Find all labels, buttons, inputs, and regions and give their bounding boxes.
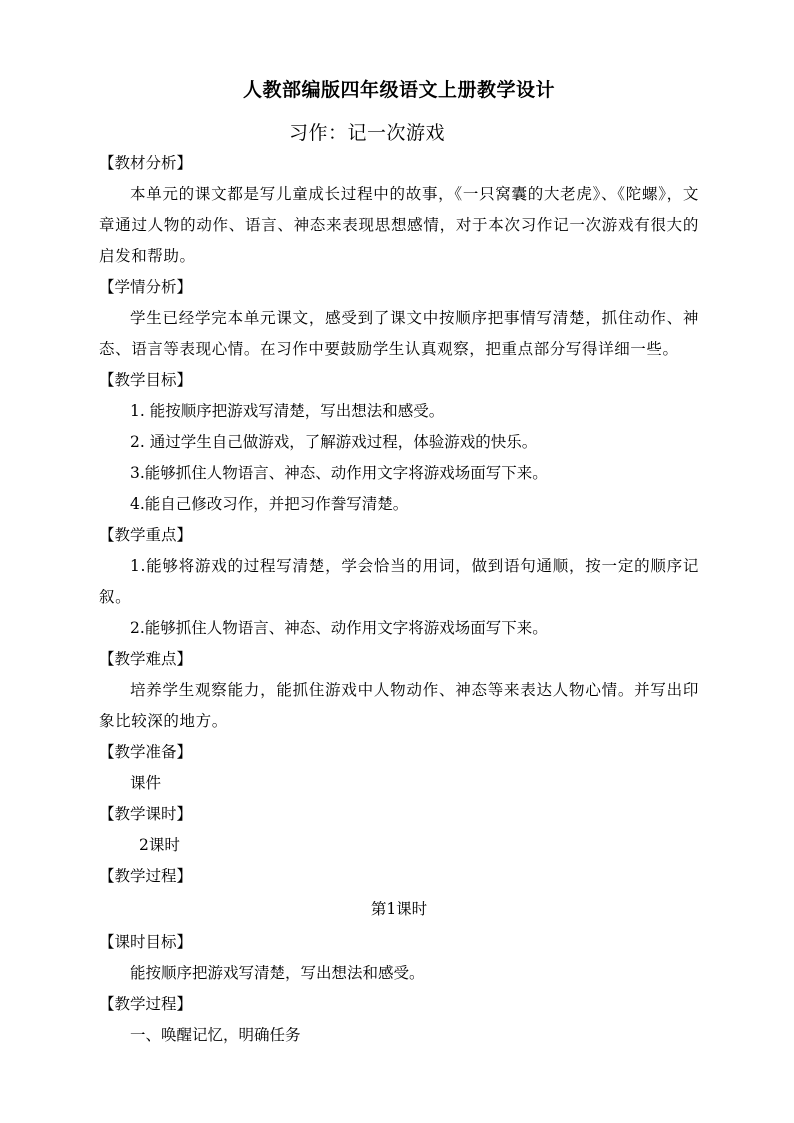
section-heading-key-points: 【教学重点】 [99, 526, 193, 544]
class-hours-text: 2课时 [139, 836, 180, 854]
paragraph-student-analysis: 学生已经学完本单元课文，感受到了课文中按顺序把事情写清楚，抓住动作、神态、语言等表现心情。在习作中要鼓励学生认真观察，把重点部分写得详细一些。 [99, 309, 699, 358]
lesson-objective-text: 能按顺序把游戏写清楚，写出想法和感受。 [130, 964, 425, 982]
objective-item: 1. 能按顺序把游戏写清楚，写出想法和感受。 [130, 402, 445, 420]
section-heading-objectives: 【教学目标】 [99, 371, 193, 389]
preparation-text: 课件 [130, 774, 162, 792]
objective-item: 4.能自己修改习作，并把习作誊写清楚。 [130, 495, 409, 513]
paragraph-difficulties: 培养学生观察能力，能抓住游戏中人物动作、神态等来表达人物心情。并写出印象比较深的地方。 [99, 681, 699, 730]
document-content [99, 74, 699, 1051]
section-heading-class-hours: 【教学课时】 [99, 805, 193, 823]
lesson-label: 第1课时 [370, 900, 428, 918]
document-subtitle: 习作：记一次游戏 [289, 122, 446, 144]
section-heading-lesson-process: 【教学过程】 [99, 995, 193, 1013]
document-title: 人教部编版四年级语文上册教学设计 [242, 79, 555, 101]
section-heading-lesson-objective: 【课时目标】 [99, 933, 193, 951]
objective-item: 3.能够抓住人物语言、神态、动作用文字将游戏场面写下来。 [130, 464, 548, 482]
key-point-item: 1.能够将游戏的过程写清楚，学会恰当的用词，做到语句通顺，按一定的顺序记叙。 [99, 557, 699, 606]
section-heading-difficulties: 【教学难点】 [99, 650, 193, 668]
section-heading-process: 【教学过程】 [99, 867, 193, 885]
section-heading-preparation: 【教学准备】 [99, 743, 193, 761]
paragraph-material-analysis: 本单元的课文都是写儿童成长过程中的故事，《一只窝囊的大老虎》、《陀螺》，文章通过人物的动作、语言、神态来表现思想感情，对于本次习作记一次游戏有很大的启发和帮助。 [99, 185, 699, 265]
key-point-item: 2.能够抓住人物语言、神态、动作用文字将游戏场面写下来。 [130, 619, 548, 637]
lesson-step: 一、唤醒记忆，明确任务 [130, 1026, 301, 1044]
section-heading-student-analysis: 【学情分析】 [99, 278, 193, 296]
section-heading-material-analysis: 【教材分析】 [99, 154, 193, 172]
objective-item: 2. 通过学生自己做游戏，了解游戏过程，体验游戏的快乐。 [130, 433, 538, 451]
